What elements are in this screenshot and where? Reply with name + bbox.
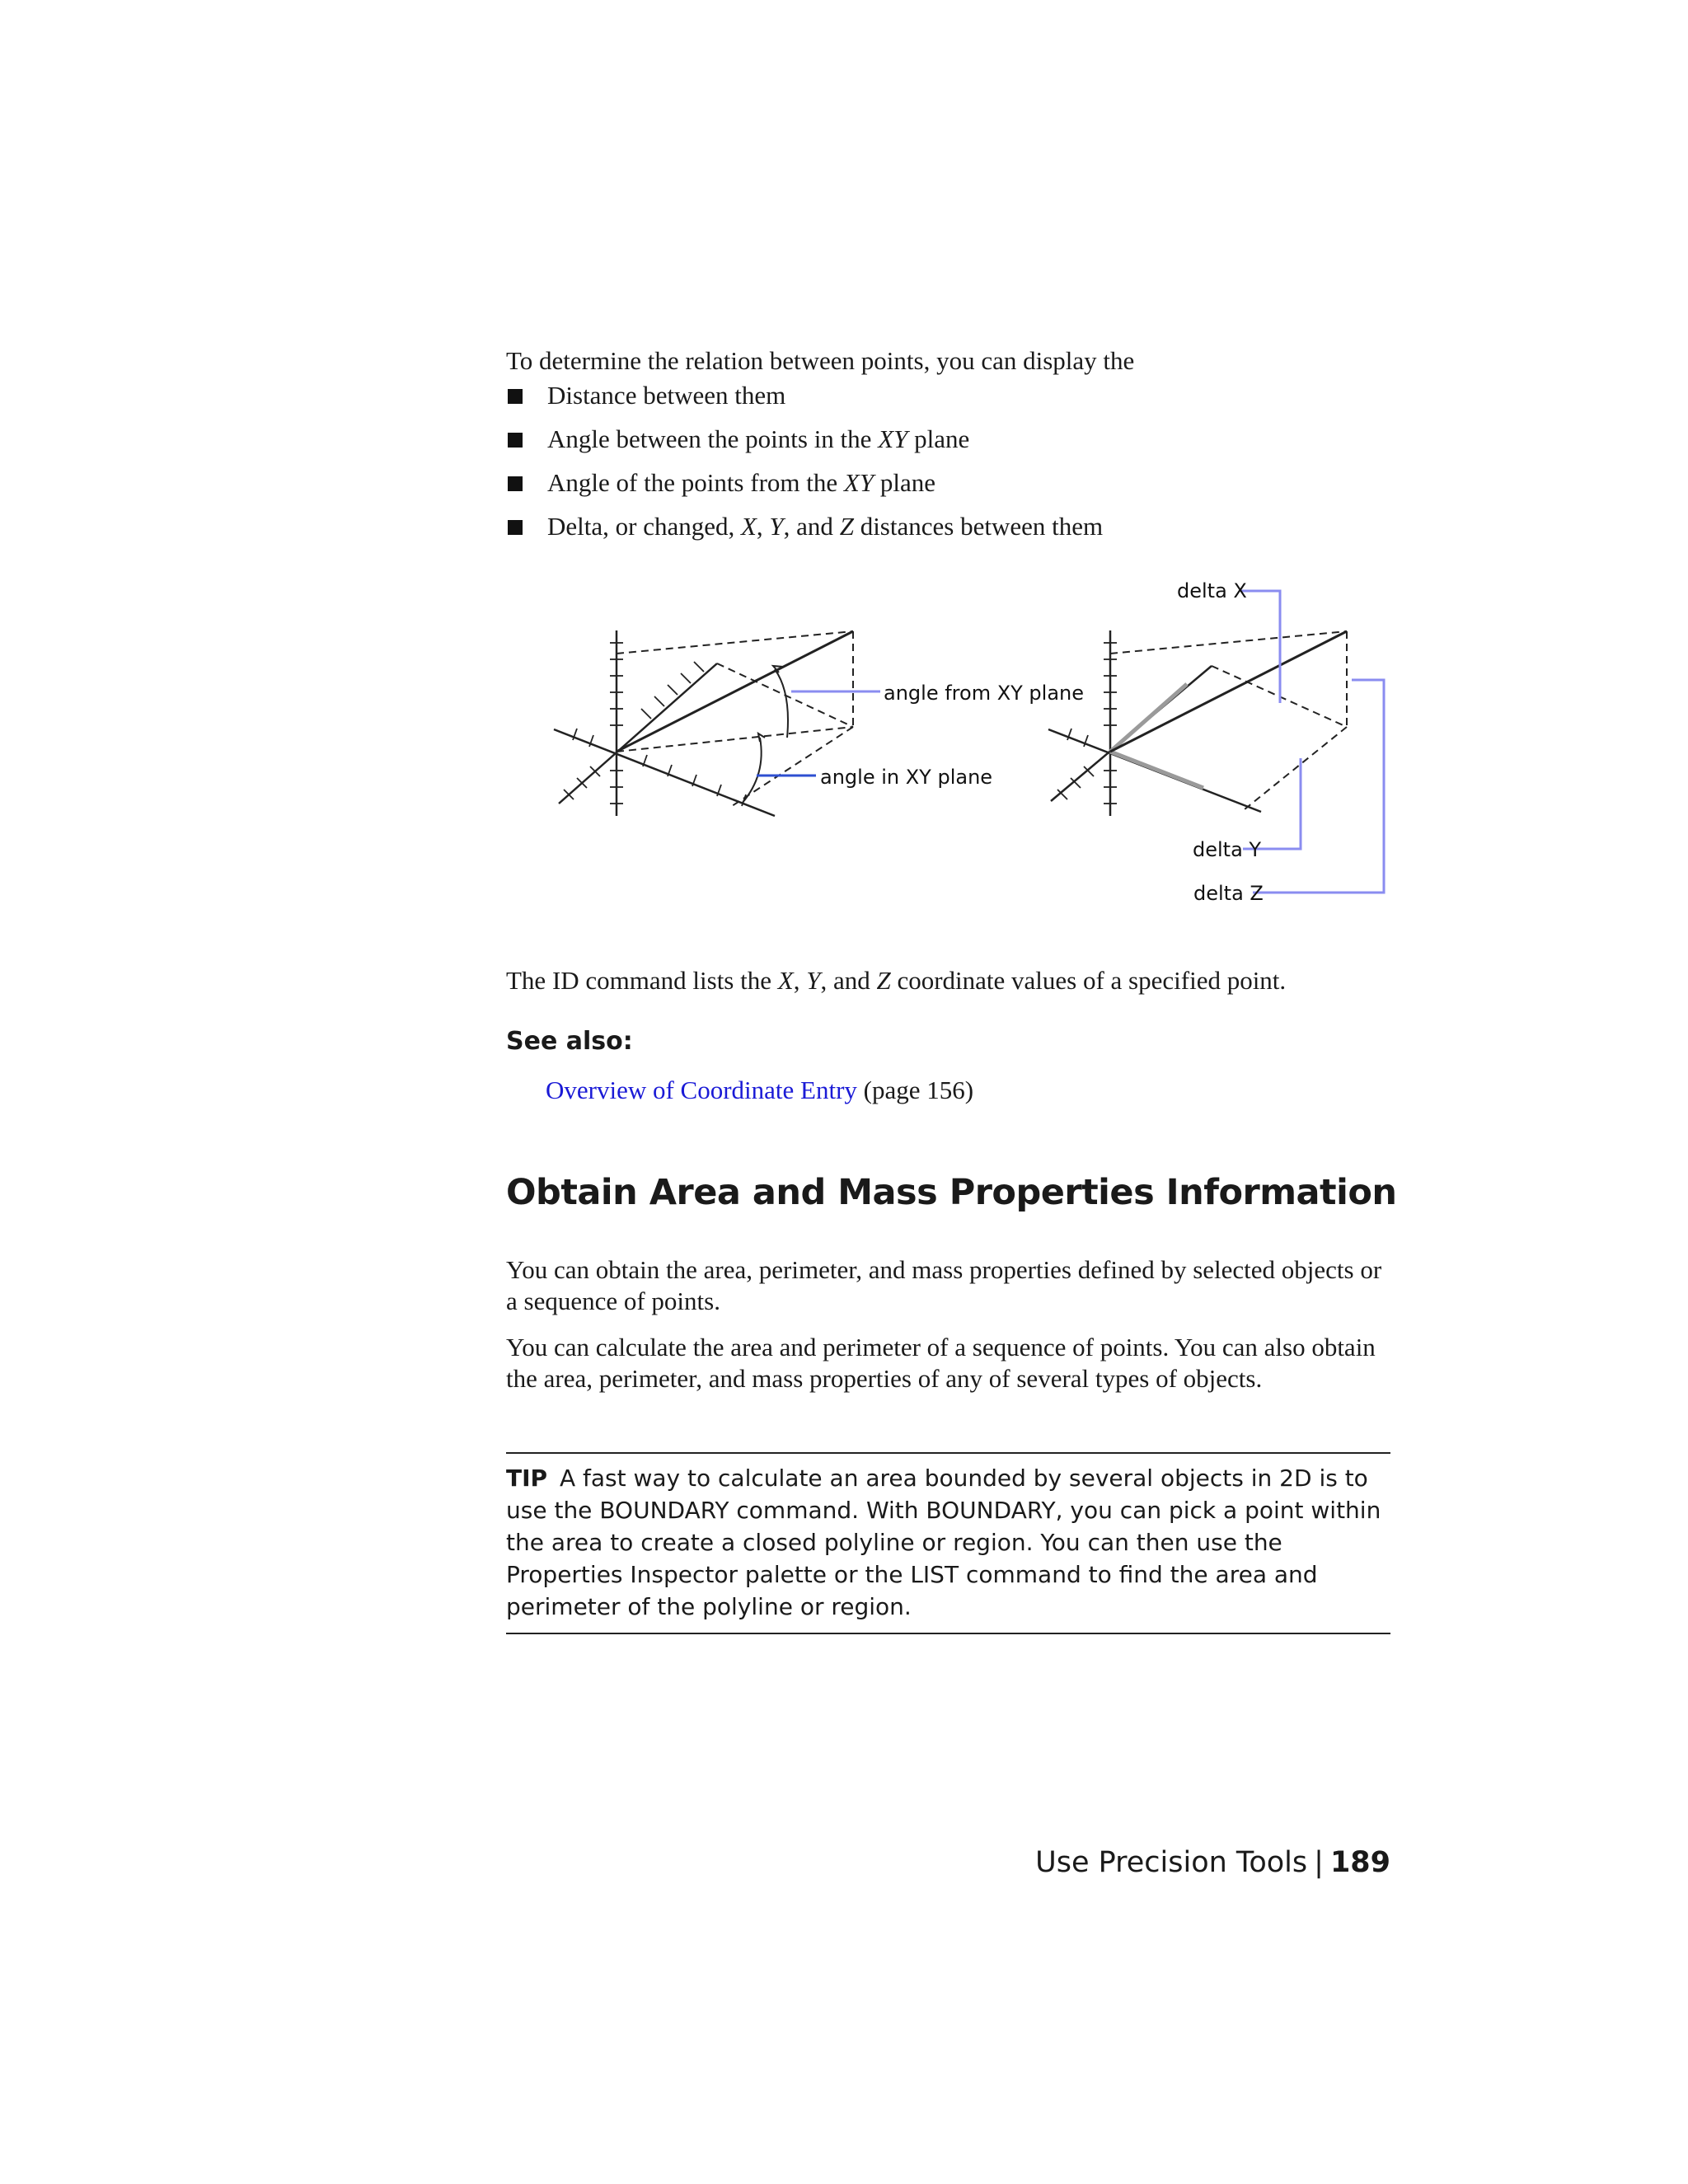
tip-box (506, 1452, 1390, 1634)
list-item: Distance between them (506, 379, 1103, 423)
tip-text: A fast way to calculate an area bounded by several objects in 2D is to use the BOUNDARY command. With BOUNDARY, you can pick a point within the area to create a closed polyline or region. You can then use the Properties Inspector palette or the LIST command to find the area and perimeter of the polyline or region. (506, 1465, 1381, 1620)
bullet-square-icon (508, 433, 523, 448)
left-diagram (554, 630, 853, 816)
tip-label: TIP (506, 1465, 548, 1492)
angle-from-arc (775, 669, 788, 738)
list-item: Angle between the points in the XY plane (506, 423, 1103, 466)
page-footer (1035, 1846, 1390, 1879)
see-also-heading: See also: (506, 1027, 633, 1056)
angle-in-label: angle in XY plane (820, 766, 993, 789)
bullet-square-icon (508, 476, 523, 491)
id-command-text: The ID command lists the X, Y, and Z coordinate values of a specified point. (506, 966, 1287, 995)
body-paragraph: You can calculate the area and perimeter of a sequence of points. You can also obtain the area, perimeter, and mass properties of any of several types of objects. (506, 1333, 1376, 1393)
section-heading: Obtain Area and Mass Properties Information (506, 1172, 1397, 1213)
relation-list (506, 379, 1103, 554)
bullet-square-icon (508, 389, 523, 404)
right-diagram (1048, 630, 1347, 816)
see-also-entry (546, 1074, 973, 1107)
delta-y-label: delta Y (1193, 838, 1262, 861)
delta-callouts (1240, 591, 1384, 893)
point-relation-figure (544, 569, 1401, 923)
axis-ticks (564, 643, 746, 806)
projection-lines (617, 631, 853, 808)
intro-text: To determine the relation between points, you can display the (506, 346, 1135, 375)
page-reference: (page 156) (856, 1076, 974, 1104)
coordinate-entry-link[interactable]: Overview of Coordinate Entry (546, 1076, 857, 1104)
axis-ticks (1057, 643, 1117, 804)
footer-separator: | (1314, 1846, 1324, 1879)
bullet-square-icon (508, 520, 523, 535)
list-item: Delta, or changed, X, Y, and Z distances between them (506, 510, 1103, 554)
point-line (1110, 631, 1347, 752)
delta-z-label: delta Z (1193, 882, 1264, 905)
list-item: Angle of the points from the XY plane (506, 466, 1103, 510)
body-paragraph: You can obtain the area, perimeter, and mass properties defined by selected objects or a sequence of points. (506, 1255, 1382, 1315)
angle-from-label: angle from XY plane (884, 682, 1085, 705)
page-number: 189 (1329, 1846, 1390, 1879)
angle-in-arc (742, 738, 762, 804)
delta-x-label: delta X (1177, 579, 1247, 602)
footer-section-title: Use Precision Tools (1035, 1846, 1308, 1879)
